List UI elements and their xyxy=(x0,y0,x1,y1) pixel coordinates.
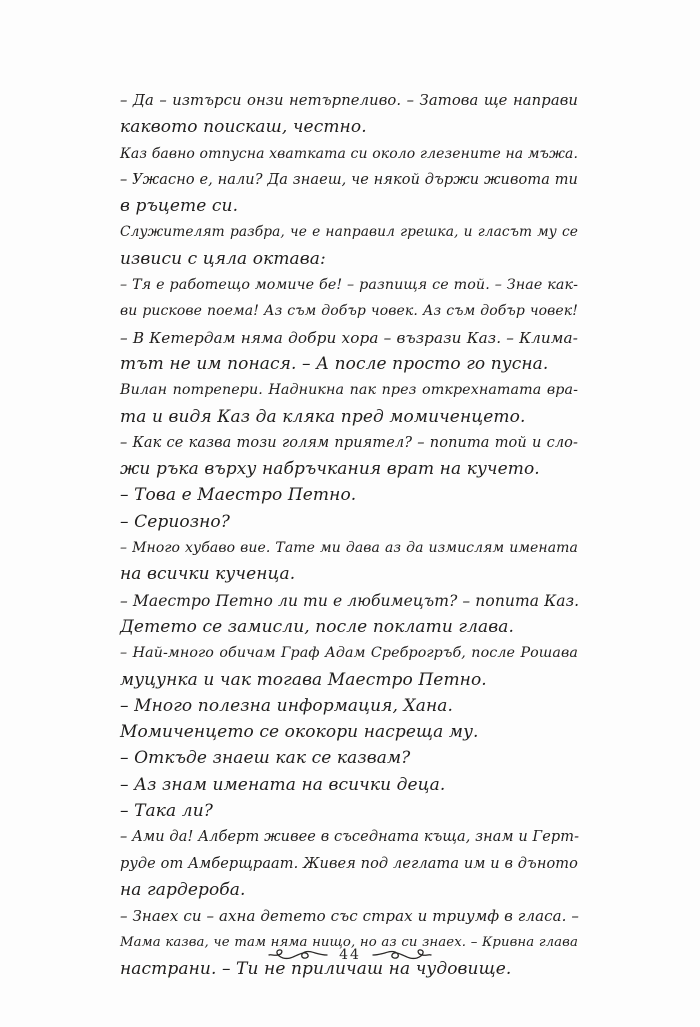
text-line: Каз бавно отпусна хватката си около глезените на мъжа. xyxy=(120,145,578,162)
text-line: тът не им понася. – А после просто го пусна. xyxy=(120,353,549,374)
text-line: – Много хубаво вие. Тате ми дава аз да измислям имената xyxy=(120,540,578,557)
text-line: Детето се замисли, после поклати глава. xyxy=(120,616,515,637)
text-line: на всички кученца. xyxy=(120,564,296,585)
right-flourish-icon xyxy=(371,946,433,964)
text-line: на гардероба. xyxy=(120,879,246,900)
text-line: – Най-много обичам Граф Адам Среброгръб, после Рошава xyxy=(120,645,578,662)
text-line: – Знаех си – ахна детето със страх и триумф в гласа. – xyxy=(120,907,580,926)
left-flourish-icon xyxy=(267,946,329,964)
text-line: руде от Амберщраат. Живея под леглата им и в дъното xyxy=(120,855,578,872)
text-line: – Аз знам имената на всички деца. xyxy=(120,774,446,795)
text-line: – Тя е работещо момиче бе! – разпищя се той. – Знае как- xyxy=(120,277,578,294)
body-text xyxy=(120,88,578,982)
text-line: – Откъде знаеш как се казвам? xyxy=(120,748,411,769)
text-line: – Маестро Петно ли ти е любимецът? – попита Каз. xyxy=(120,591,580,610)
text-line: – Ами да! Алберт живее в съседната къща, знам и Герт- xyxy=(120,829,580,846)
text-line: – В Кетердам няма добри хора – възрази Каз. – Клима- xyxy=(120,328,578,347)
text-line: жи ръка върху набръчкания врат на кучето. xyxy=(120,459,540,480)
text-line: муцунка и чак тогава Маестро Петно. xyxy=(120,669,487,690)
text-line: каквото поискаш, честно. xyxy=(120,117,367,138)
text-line: Служителят разбра, че е направил грешка, и гласът му се xyxy=(120,224,578,241)
text-line: Мама казва, че там няма нищо, но аз си знаех. – Кривна глава xyxy=(120,934,578,950)
text-line: – Ужасно е, нали? Да знаеш, че някой държи живота ти xyxy=(120,171,578,188)
page-number: 44 xyxy=(339,947,361,963)
page-footer xyxy=(0,940,700,970)
text-line: в ръцете си. xyxy=(120,196,239,217)
text-line: – Така ли? xyxy=(120,801,213,822)
text-line: Момиченцето се ококори насреща му. xyxy=(120,722,479,743)
text-line: – Това е Маестро Петно. xyxy=(120,485,357,506)
text-line: – Как се казва този голям приятел? – попита той и сло- xyxy=(120,434,578,451)
text-line: настрани. – Ти не приличаш на чудовище. xyxy=(120,958,512,979)
text-line: – Сериозно? xyxy=(120,511,230,532)
text-line: – Много полезна информация, Хана. xyxy=(120,695,453,716)
text-line: – Да – изтърси онзи нетърпеливо. – Затова ще направи xyxy=(120,92,578,109)
text-line: ви рискове поема! Аз съм добър човек. Аз съм добър човек! xyxy=(120,303,578,320)
text-line: извиси с цяла октава: xyxy=(120,248,326,269)
text-line: та и видя Каз да кляка пред момиченцето. xyxy=(120,406,526,427)
text-line: Вилан потрепери. Надникна пак през открехнатата вра- xyxy=(120,382,578,399)
